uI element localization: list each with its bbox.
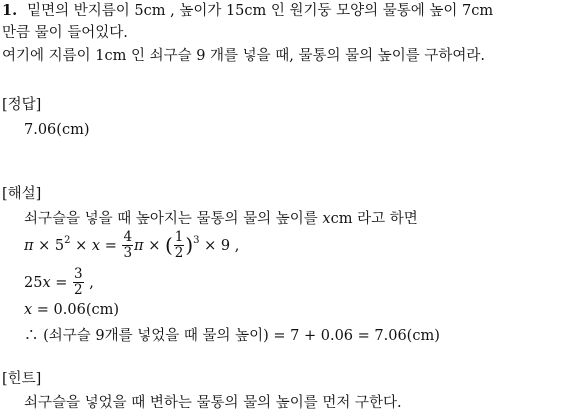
eq1-exp: 2 [64,235,71,247]
problem-line-3: 여기에 지름이 1cm 인 쇠구슬 9 개를 넣을 때, 물통의 물의 높이를 구하여라. [2,48,486,64]
eq1-equals: = [104,238,117,254]
eq1-frac1-num: 4 [123,228,133,245]
eq1-fraction-4-3 [122,230,133,261]
eq1-frac2-num: 1 [174,228,184,245]
eq1-frac2-den: 2 [174,244,184,261]
problem-line-2: 만큼 물이 들어있다. [2,25,128,41]
eq2-tail: , [89,275,94,291]
eq2-equals: = [55,275,68,291]
eq1-exp-3: 3 [193,235,200,247]
solution-line-1-pre: 쇠구슬을 넣을 때 높아지는 물통의 물의 높이를 [24,211,323,227]
eq2-coef: 25 [24,275,43,291]
eq1-frac1-den: 3 [123,244,133,261]
eq1-times-1: × [38,238,51,254]
answer-value: 7.06(cm) [24,122,90,138]
eq1-pi-2: π [134,238,144,254]
eq1-lparen: ( [164,233,173,257]
hint-text: 쇠구슬을 넣었을 때 변하는 물통의 물의 높이를 먼저 구한다. [24,395,402,411]
equation-3 [24,301,119,319]
equation-2 [24,264,94,302]
eq1-tail: × 9 , [204,238,240,254]
eq2-var: x [42,275,51,291]
solution-header: [해설] [2,186,42,202]
problem-number: 1. [2,2,18,19]
eq2-frac-num: 3 [74,265,83,282]
hint-header: [힌트] [2,371,42,387]
eq1-fraction-1-2 [174,230,185,261]
eq1-var: x [91,238,101,254]
eq1-rparen: ) [185,233,194,257]
eq1-times-2: × [75,238,88,254]
solution-line-1 [24,210,418,228]
problem-text-1: 밑면의 반지름이 5cm , 높이가 15cm 인 원기둥 모양의 물통에 높이 7cm [27,3,494,19]
eq2-fraction-3-2 [73,267,84,298]
problem-line-1 [2,2,493,20]
solution-var-x: x [322,211,331,227]
solution-line-1-post: cm 라고 하면 [330,211,418,227]
equation-1 [24,227,239,265]
eq1-pi: π [24,238,34,254]
eq1-times-3: × [148,238,161,254]
eq1-base: 5 [54,238,65,254]
solution-conclusion: ∴ (쇠구슬 9개를 넣었을 때 물의 높이) = 7 + 0.06 = 7.06(cm) [24,328,440,344]
eq3-rhs: = 0.06(cm) [36,302,120,318]
eq3-var: x [24,302,33,318]
answer-header: [정답] [2,97,42,113]
eq2-frac-den: 2 [74,281,83,298]
